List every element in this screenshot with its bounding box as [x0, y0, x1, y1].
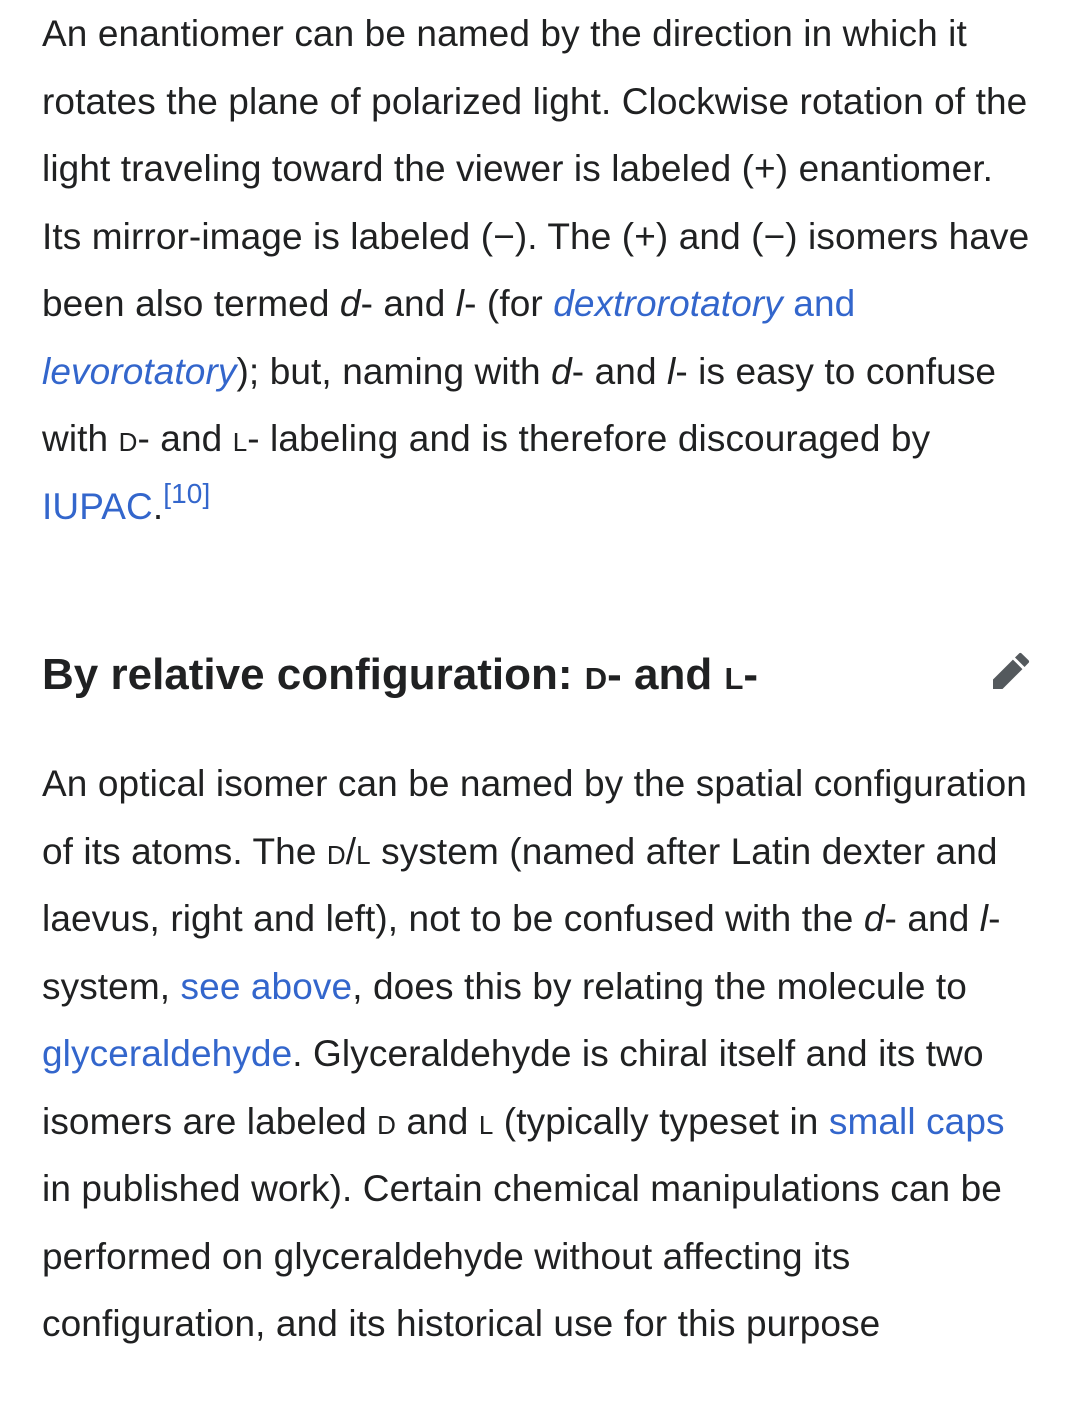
reference-10[interactable]: [10]: [163, 478, 211, 510]
small-caps-d: d: [377, 1100, 397, 1142]
text-run: - and: [360, 283, 456, 324]
small-caps-d: d: [118, 418, 138, 459]
link-and-text: and: [782, 283, 856, 324]
italic-l: l: [979, 898, 989, 939]
text-run: -system,: [42, 898, 1001, 1007]
text-run: - and: [571, 350, 668, 392]
heading-small-caps-d: d: [584, 650, 608, 699]
text-run: - is easy to confuse with: [42, 350, 997, 459]
text-run: (typically typeset in: [493, 1100, 829, 1142]
italic-d: d: [551, 350, 572, 392]
text-run: in published work). Certain chemical manipulations can be performed on glyceraldehyde without affecting its configuration, and its historical use for this purpose: [42, 1168, 1002, 1344]
heading-text: -: [743, 650, 759, 699]
italic-l: l: [667, 350, 676, 392]
section-header-relative-configuration: [42, 644, 1038, 706]
text-run: and: [396, 1100, 479, 1142]
italic-d: d: [339, 283, 361, 324]
link-glyceraldehyde[interactable]: glyceraldehyde: [42, 1033, 293, 1074]
small-caps-dl: d/l: [326, 830, 371, 872]
text-run: system (named after Latin dexter and laevus, right and left), not to be confused with the: [42, 830, 998, 939]
heading-text: - and: [607, 650, 725, 699]
heading-small-caps-l: l: [724, 650, 744, 699]
small-caps-l: l: [232, 418, 248, 459]
heading-text: By relative configuration:: [42, 650, 585, 699]
text-run: - and: [137, 418, 233, 459]
text-run: , does this by relating the molecule to: [352, 965, 967, 1007]
section-heading: [42, 644, 758, 706]
text-run: - and: [884, 898, 980, 939]
link-dextrorotatory-text: dextrorotatory: [553, 283, 783, 324]
text-run: .: [152, 485, 164, 527]
text-run: - labeling and is therefore discouraged by: [247, 418, 931, 459]
pencil-icon[interactable]: [991, 651, 1039, 699]
italic-d: d: [863, 898, 885, 939]
text-run: . Glyceraldehyde is chiral itself and its two isomers are labeled: [42, 1033, 984, 1142]
link-see-above[interactable]: see above: [180, 965, 353, 1007]
link-iupac[interactable]: IUPAC: [42, 485, 153, 527]
paragraph-optical-rotation: [42, 0, 1038, 540]
link-small-caps[interactable]: small caps: [828, 1100, 1005, 1142]
text-run: - (for: [464, 283, 554, 324]
text-run: An enantiomer can be named by the direction in which it rotates the plane of polarized light. Clockwise rotation of the light traveling toward the viewer is labeled (+) enantiomer. Its mirror-image is labeled (−). The (+) and (−) isomers have been also termed: [42, 13, 1030, 324]
link-levorotatory-text: levorotatory: [42, 350, 237, 392]
small-caps-l: l: [478, 1100, 494, 1142]
text-run: An optical isomer can be named by the spatial configuration of its atoms. The: [42, 763, 1027, 872]
paragraph-relative-configuration: [42, 750, 1038, 1358]
text-run: ); but, naming with: [236, 350, 552, 392]
italic-l: l: [455, 283, 465, 324]
